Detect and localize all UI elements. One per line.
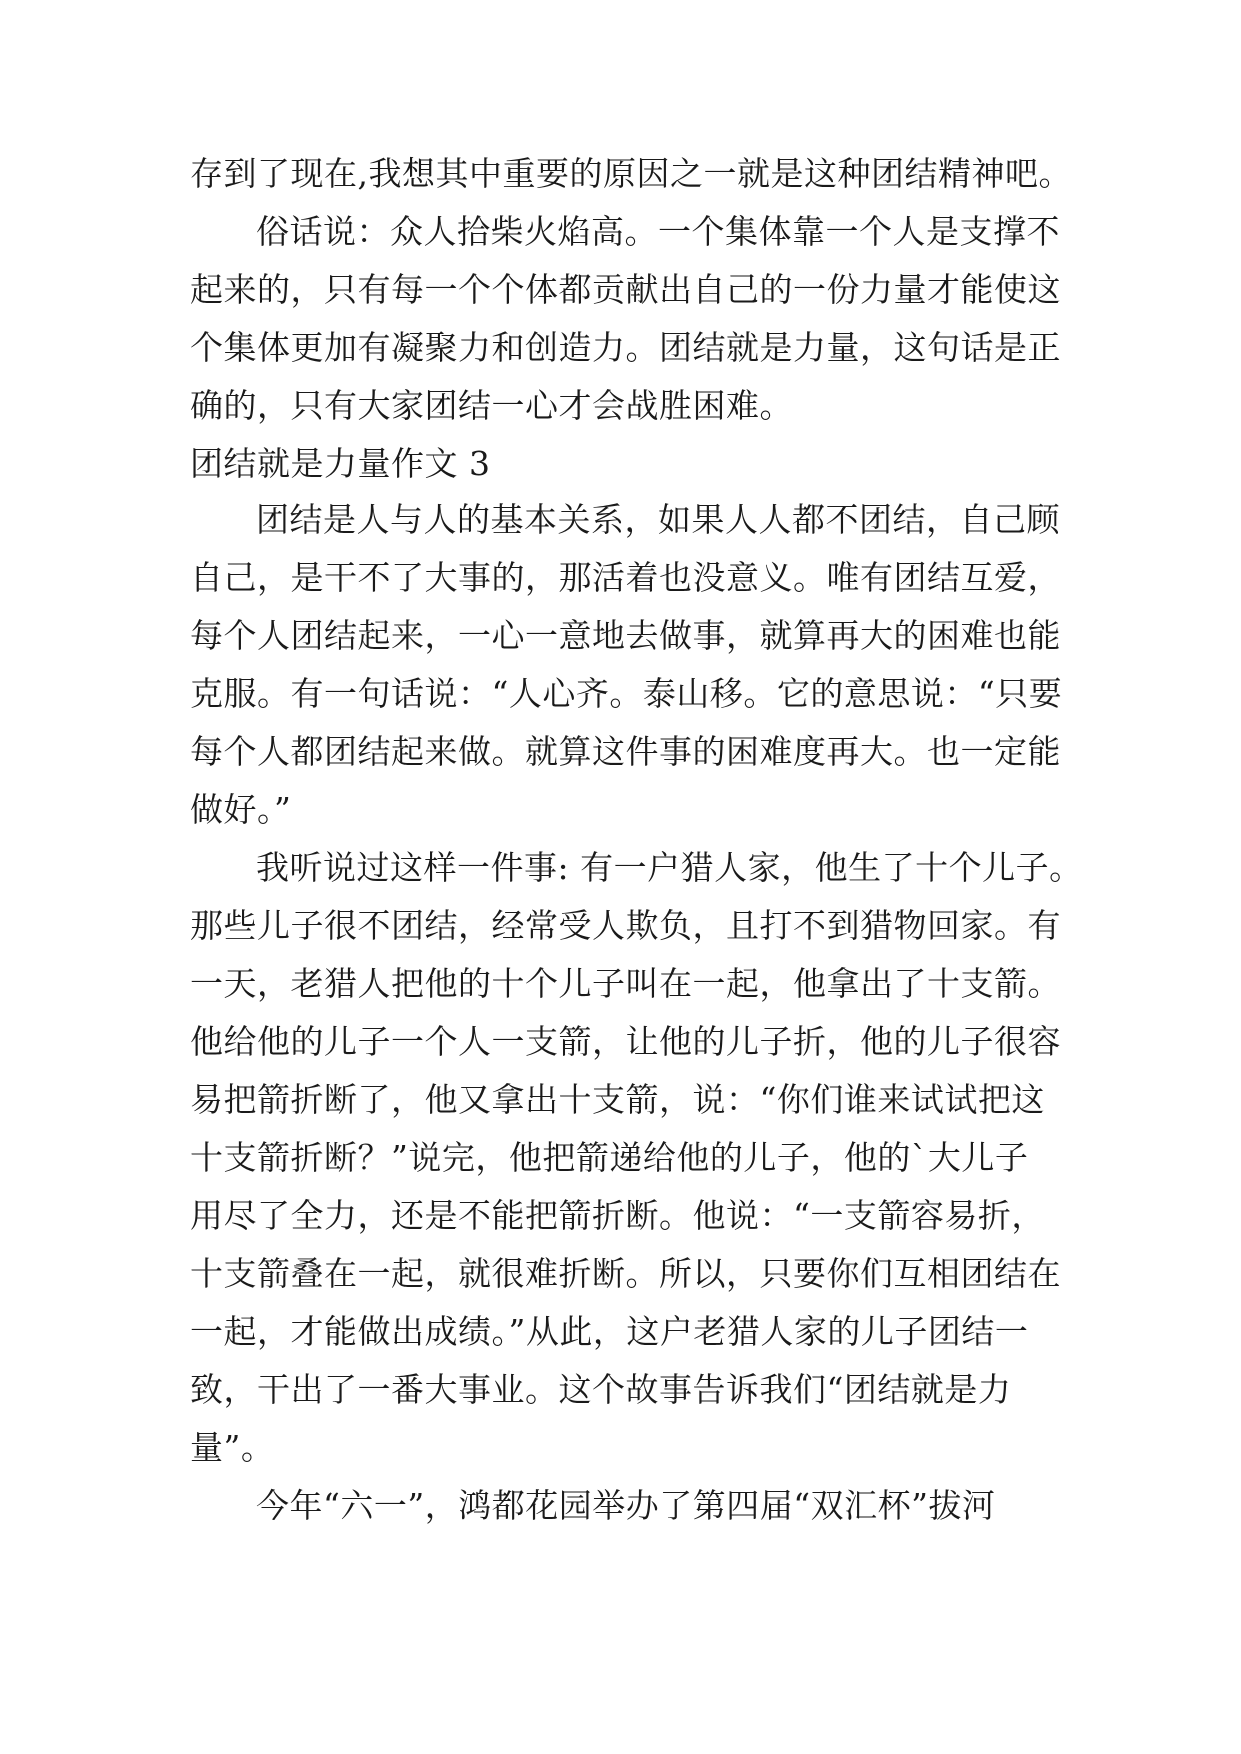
text-line: 致，干出了一番大事业。这个故事告诉我们“团结就是力 <box>190 1370 1012 1409</box>
text-line: 克服。有一句话说：“人心齐。泰山移。它的意思说：“只要 <box>190 674 1063 713</box>
text-line: 那些儿子很不团结，经常受人欺负，且打不到猎物回家。有 <box>190 906 1061 945</box>
text-line: 起来的，只有每一个个体都贡献出自己的一份力量才能使这 <box>190 270 1061 309</box>
text-line: 存到了现在,我想其中重要的原因之一就是这种团结精神吧。 <box>190 154 1072 193</box>
text-line: 他给他的儿子一个人一支箭，让他的儿子折，他的儿子很容 <box>190 1022 1061 1061</box>
text-line: 量”。 <box>190 1428 275 1467</box>
text-line: 个集体更加有凝聚力和创造力。团结就是力量，这句话是正 <box>190 328 1061 367</box>
text-line: 一天，老猎人把他的十个儿子叫在一起，他拿出了十支箭。 <box>190 964 1061 1003</box>
paragraph-first-line: 我听说过这样一件事: 有一户猎人家，他生了十个儿子。 <box>256 848 1083 887</box>
text-line: 易把箭折断了，他又拿出十支箭，说：“你们谁来试试把这 <box>190 1080 1045 1119</box>
paragraph-first-line: 今年“六一”，鸿都花园举办了第四届“双汇杯”拔河 <box>256 1486 996 1525</box>
text-line: 十支箭叠在一起，就很难折断。所以，只要你们互相团结在 <box>190 1254 1061 1293</box>
text-line: 每个人团结起来，一心一意地去做事，就算再大的困难也能 <box>190 616 1061 655</box>
text-line: 自己，是干不了大事的，那活着也没意义。唯有团结互爱， <box>190 558 1061 597</box>
text-line: 十支箭折断？”说完，他把箭递给他的儿子，他的`大儿子 <box>190 1138 1029 1177</box>
text-line: 做好。” <box>190 790 292 829</box>
text-line: 用尽了全力，还是不能把箭折断。他说：“一支箭容易折， <box>190 1196 1045 1235</box>
text-line: 一起，才能做出成绩。”从此，这户老猎人家的儿子团结一 <box>190 1312 1029 1351</box>
paragraph-first-line: 俗话说：众人拾柴火焰高。一个集体靠一个人是支撑不 <box>256 212 1060 251</box>
paragraph-first-line: 团结是人与人的基本关系，如果人人都不团结，自己顾 <box>256 500 1060 539</box>
text-line: 确的，只有大家团结一心才会战胜困难。 <box>190 386 793 425</box>
section-heading: 团结就是力量作文 3 <box>190 444 491 483</box>
text-line: 每个人都团结起来做。就算这件事的困难度再大。也一定能 <box>190 732 1061 771</box>
